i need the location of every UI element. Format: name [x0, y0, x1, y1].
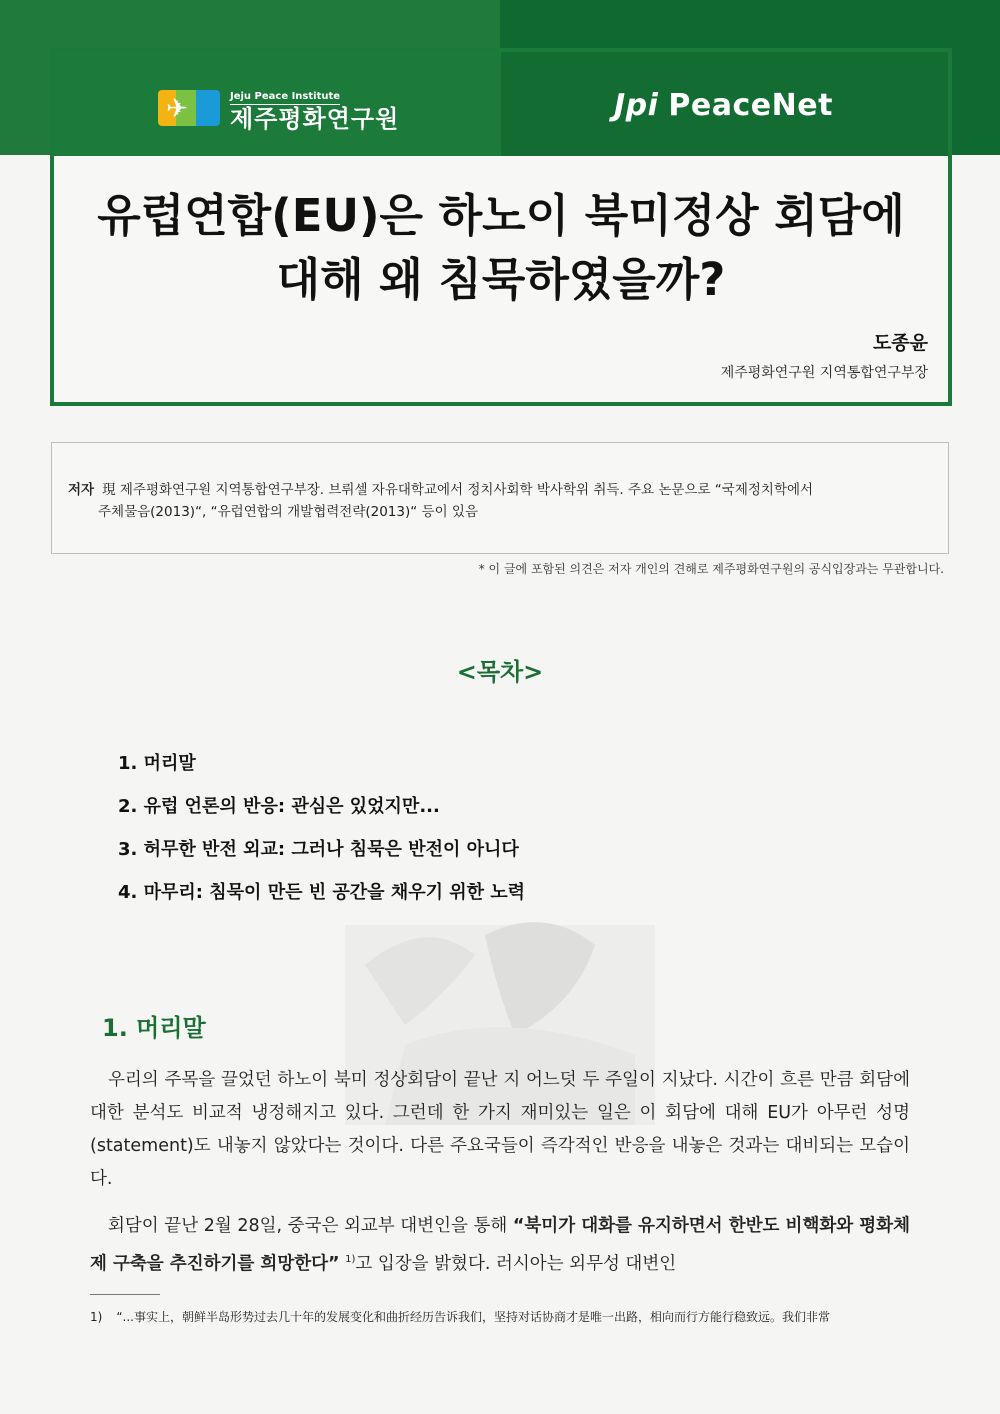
title-line-1: 유럽연합(EU)은 하노이 북미정상 회담에 — [97, 189, 905, 242]
author-bio — [68, 479, 934, 523]
author-position: 제주평화연구원 지역통합연구부장 — [720, 365, 928, 381]
header-banner — [54, 52, 948, 156]
peacenet-wordmark: PeaceNet — [668, 88, 833, 123]
bio-line-2: 주체물음(2013)“, “유럽연합의 개발협력전략(2013)“ 등이 있음 — [98, 504, 478, 520]
page-title — [54, 184, 948, 312]
dove-logo-icon: ✈ — [158, 86, 222, 130]
china-quote: “북미가 대화를 유지하면서 한반도 비핵화와 평화체제 구축을 추진하기를 희망한다” — [90, 1216, 910, 1274]
footnote-number: 1) — [90, 1310, 103, 1324]
author-name: 도종윤 — [872, 332, 928, 354]
paragraph-1: 우리의 주목을 끌었던 하노이 북미 정상회담이 끝난 지 어느덧 두 주일이 지났다. 시간이 흐른 만큼 회담에 대한 분석도 비교적 냉정해지고 있다. 그런데 한 가지 재미있는 일은 이 회담에 대해 EU가 아무런 성명(statement)도 내놓지 않았다는 것이다. 다른 주요국들이 즉각적인 반응을 내놓은 것과는 대비되는 모습이다. — [90, 1070, 910, 1189]
bio-label: 저자 — [68, 482, 95, 498]
footnote-1 — [90, 1308, 910, 1325]
institute-logo — [158, 86, 400, 133]
table-of-contents — [118, 750, 525, 922]
paragraph-2 — [90, 1210, 910, 1281]
author-bio-box — [51, 442, 949, 554]
toc-title: <목차> — [456, 658, 544, 686]
disclaimer: * 이 글에 포함된 의견은 저자 개인의 견해로 제주평화연구원의 공식입장과는 무관합니다. — [478, 562, 944, 576]
paragraph-2-tail: 고 입장을 밝혔다. 러시아는 외무성 대변인 — [355, 1253, 677, 1274]
paragraph-2-lead: 회담이 끝난 2월 28일, 중국은 외교부 대변인을 통해 — [108, 1216, 513, 1236]
toc-item-1[interactable]: 1. 머리말 — [118, 753, 196, 774]
title-frame — [50, 48, 952, 406]
footnote-divider — [90, 1294, 160, 1295]
peacenet-logo — [614, 88, 833, 123]
toc-item-2[interactable]: 2. 유럽 언론의 반응: 관심은 있었지만... — [118, 796, 440, 817]
footnote-ref-1[interactable]: 1) — [345, 1254, 356, 1265]
toc-item-4[interactable]: 4. 마무리: 침묵이 만든 빈 공간을 채우기 위한 노력 — [118, 882, 526, 903]
toc-item-3[interactable]: 3. 허무한 반전 외교: 그러나 침묵은 반전이 아니다 — [118, 839, 519, 860]
body-text — [90, 1064, 910, 1295]
logo-korean-name: 제주평화연구원 — [230, 104, 400, 133]
footnote-text: “...事实上，朝鲜半岛形势过去几十年的发展变化和曲折经历告诉我们，坚持对话协商才是唯一出路，相向而行方能行稳致远。我们非常 — [116, 1310, 830, 1324]
title-line-2: 대해 왜 침묵하였을까? — [276, 253, 726, 306]
jpi-mark: Jpi — [614, 88, 659, 123]
section-heading-1: 1. 머리말 — [102, 1014, 206, 1042]
bio-line-1: 現 제주평화연구원 지역통합연구부장. 브뤼셀 자유대학교에서 정치사회학 박사학위 취득. 주요 논문으로 “국제정치학에서 — [102, 482, 814, 498]
logo-english-name: Jeju Peace Institute — [230, 91, 340, 105]
